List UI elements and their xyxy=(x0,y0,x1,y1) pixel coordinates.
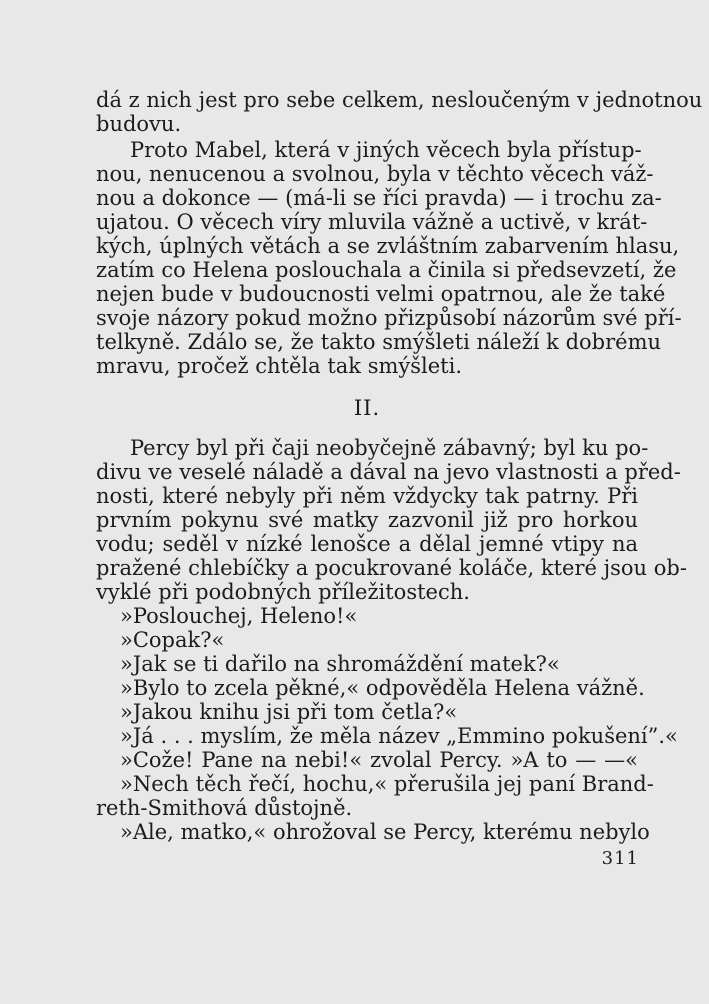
text-line: kých, úplných větách a se zvláštním zabarvením hlasu, xyxy=(96,234,680,258)
dialogue-line: »Poslouchej, Heleno!« xyxy=(120,604,358,628)
text-line: nou a dokonce — (má-li se říci pravda) — i trochu za- xyxy=(96,186,662,210)
text-line: vodu; seděl v nízké lenošce a dělal jemné vtipy na xyxy=(96,532,638,556)
dialogue-line: »Nech těch řečí, hochu,« přerušila jej paní Brand- xyxy=(120,772,654,796)
dialogue-line: »Bylo to zcela pěkné,« odpověděla Helena vážně. xyxy=(120,676,645,700)
text-line: Percy byl při čaji neobyčejně zábavný; byl ku po- xyxy=(130,436,649,460)
dialogue-line: »Cože! Pane na nebi!« zvolal Percy. »A to — —« xyxy=(120,748,638,772)
text-line: divu ve veselé náladě a dával na jevo vlastnosti a před- xyxy=(96,460,681,484)
text-line: budovu. xyxy=(96,112,182,136)
dialogue-line: »Já . . . myslím, že měla název „Emmino pokušení”.« xyxy=(120,724,678,748)
text-line: prvním pokynu své matky zazvonil již pro horkou xyxy=(96,508,638,532)
text-line: vyklé při podobných příležitostech. xyxy=(96,580,470,604)
text-line: telkyně. Zdálo se, že takto smýšleti náleží k dobrému xyxy=(96,330,662,354)
text-line: pražené chlebíčky a pocukrované koláče, které jsou ob- xyxy=(96,556,687,580)
text-line: Proto Mabel, která v jiných věcech byla přístup- xyxy=(130,138,642,162)
text-line: svoje názory pokud možno přizpůsobí názorům své pří- xyxy=(96,306,682,330)
text-line: zatím co Helena poslouchala a činila si předsevzetí, že xyxy=(96,258,677,282)
chapter-heading: II. xyxy=(353,396,381,420)
dialogue-line: »Ale, matko,« ohrožoval se Percy, kterému nebylo xyxy=(120,820,650,844)
text-line: ujatou. O věcech víry mluvila vážně a uctivě, v krát- xyxy=(96,210,648,234)
text-line: mravu, pročež chtěla tak smýšleti. xyxy=(96,354,462,378)
text-line: nosti, které nebyly při něm vždycky tak patrny. Při xyxy=(96,484,638,508)
text-line: nejen bude v budoucnosti velmi opatrnou, ale že také xyxy=(96,282,666,306)
dialogue-line: »Jak se ti dařilo na shromáždění matek?« xyxy=(120,652,560,676)
text-line: dá z nich jest pro sebe celkem, nesloučeným v jednotnou xyxy=(96,88,703,112)
dialogue-line: »Jakou knihu jsi při tom četla?« xyxy=(120,700,458,724)
text-line: nou, nenucenou a svolnou, byla v těchto věcech váž- xyxy=(96,162,654,186)
page-number: 311 xyxy=(601,848,639,869)
dialogue-line: »Copak?« xyxy=(120,628,225,652)
text-line: reth-Smithová důstojně. xyxy=(96,796,353,820)
